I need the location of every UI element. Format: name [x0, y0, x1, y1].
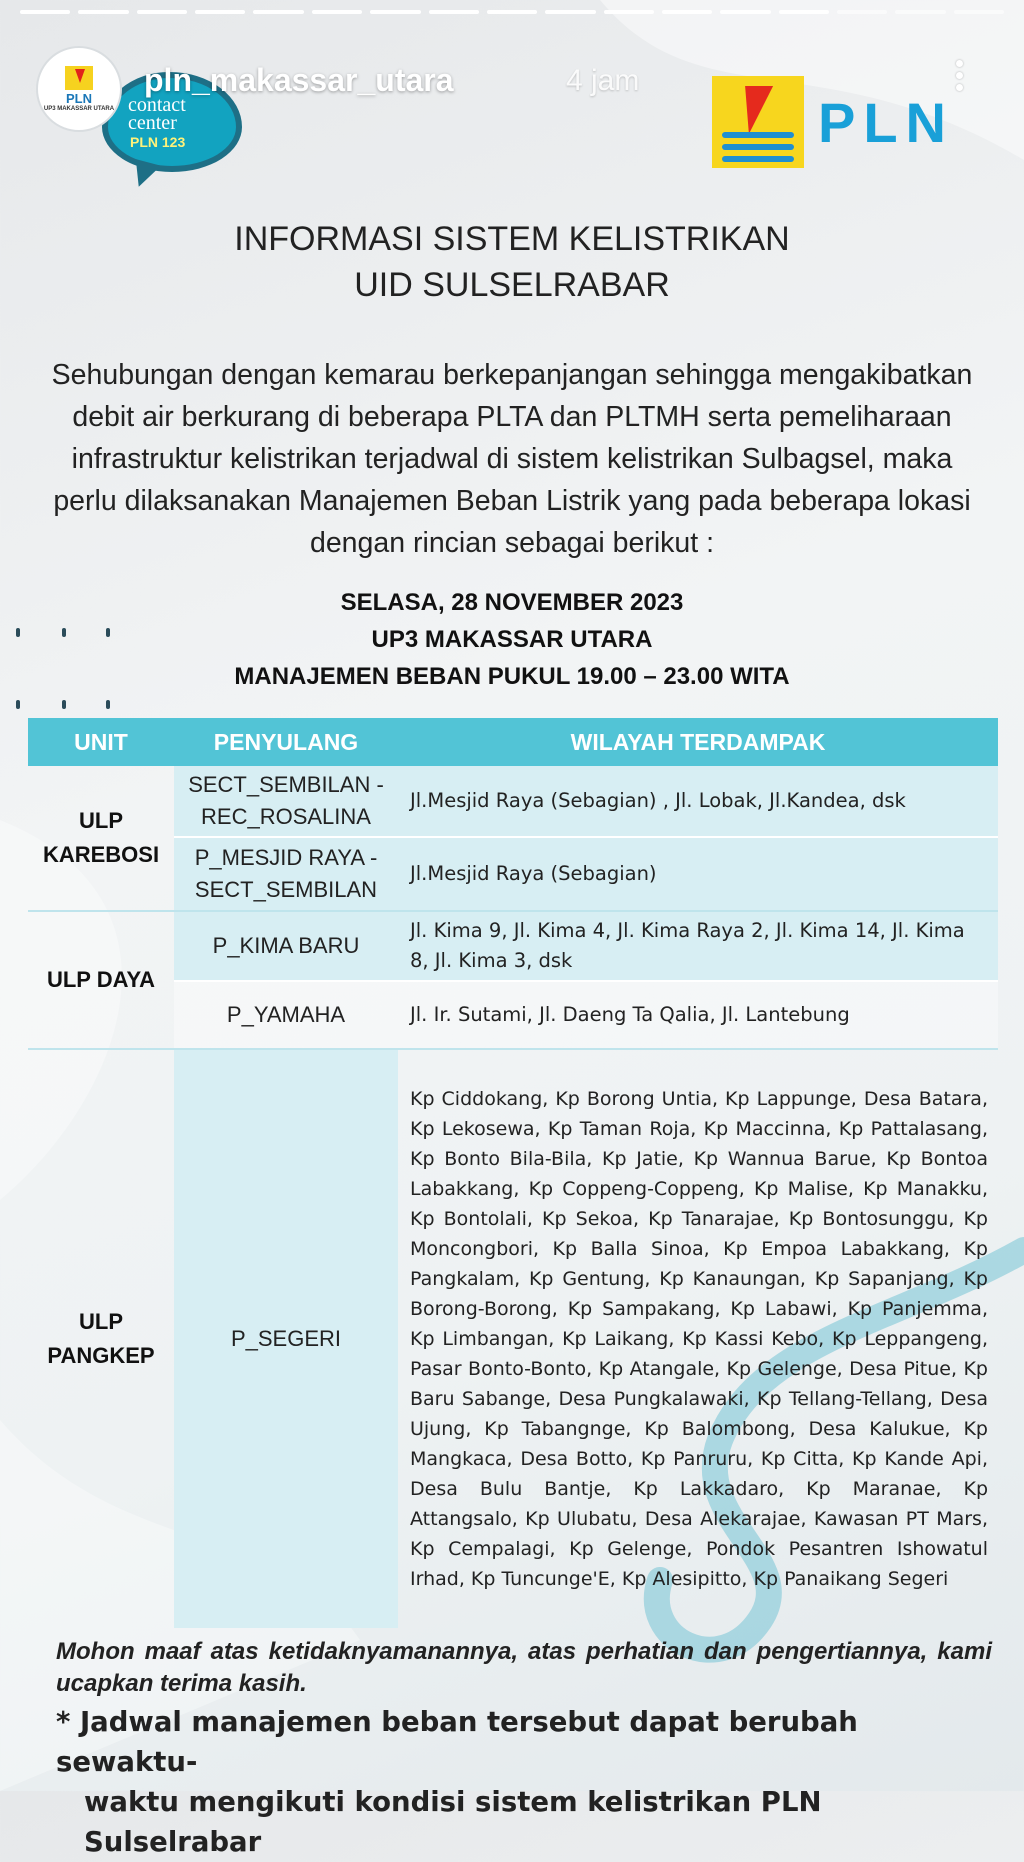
unit-cell: ULP PANGKEP — [47, 1309, 155, 1368]
table-row — [174, 766, 998, 838]
story-progress-segment — [779, 10, 829, 14]
page-title — [0, 216, 1024, 308]
area-cell: Jl. Kima 9, Jl. Kima 4, Jl. Kima Raya 2, Jl. Kima 14, Jl. Kima 8, Jl. Kima 3, dsk — [410, 919, 965, 972]
post-time: 4 jam — [566, 64, 640, 97]
avatar-title: PLN — [66, 90, 92, 106]
pln-brand-text: PLN — [818, 90, 954, 154]
story-progress-segment — [253, 10, 303, 14]
decorative-dots — [16, 628, 136, 642]
schedule-time: MANAJEMEN BEBAN PUKUL 19.00 – 23.00 WITA — [234, 663, 790, 690]
schedule-date: SELASA, 28 NOVEMBER 2023 — [340, 589, 684, 616]
feeder-cell: P_MESJID RAYA - SECT_SEMBILAN — [194, 845, 378, 902]
story-progress-segment — [370, 10, 420, 14]
story-progress-bar — [20, 10, 1004, 14]
story-progress-segment — [195, 10, 245, 14]
apology-note: Mohon maaf atas ketidaknyamanannya, atas perhatian dan pengertiannya, kami ucapkan terima kasih. — [56, 1638, 992, 1697]
decorative-dots — [16, 700, 136, 714]
contact-center-line3: PLN 123 — [130, 134, 186, 150]
header-unit: UNIT — [74, 728, 128, 755]
pln-brand-logo — [712, 76, 954, 168]
story-progress-segment — [78, 10, 128, 14]
area-cell: Kp Ciddokang, Kp Borong Untia, Kp Lappunge, Desa Batara, Kp Lekosewa, Kp Taman Roja, Kp Maccinna, Kp Pattalasang, Kp Bonto Bila-Bila, Kp Jatie, Kp Wannua Barue, Kp Bontoa Labakkang, Kp Coppeng-Coppeng, Kp Malise, Kp Manakku, Kp Bontolali, Kp Sekoa, Kp Tanarajae, Kp Bontosunggu, Kp Moncongbori, Kp Balla Sinoa, Kp Empoa Labakkang, Kp Pangkalam, Kp Gentung, Kp Kanaungan, Kp Sapanjang, Kp Borong-Borong, Kp Sampakang, Kp Labawi, Kp Panjemma, Kp Limbangan, Kp Laikang, Kp Kassi Kebo, Kp Leppangeng, Pasar Bonto-Bonto, Kp Atangale, Kp Gelenge, Desa Pitue, Kp Baru Sabange, Desa Pungkalawaki, Kp Tellang-Tellang, Desa Ujung, Kp Tabangnge, Kp Balombong, Desa Kalukue, Kp Mangkaca, Desa Botto, Kp Panruru, Kp Citta, Kp Kande Api, Desa Bulu Bantje, Kp Lakkadaro, Kp Maranae, Kp Attangsalo, Kp Ulubatu, Desa Alekarajae, Kawasan PT Mars, Kp Cempalagi, Kp Gelenge, Pondok Pesantren Ishowatul Irhad, Kp Tuncunge'E, Kp Alesipitto, Kp Panaikang Segeri — [410, 1088, 988, 1590]
story-progress-segment — [954, 10, 1004, 14]
table-row — [174, 912, 998, 982]
story-progress-segment — [20, 10, 70, 14]
area-cell: Jl.Mesjid Raya (Sebagian) , Jl. Lobak, Jl.Kandea, dsk — [410, 789, 906, 812]
more-options-icon[interactable] — [954, 60, 964, 100]
contact-center-line1: contact — [128, 94, 186, 116]
unit-cell: ULP DAYA — [46, 967, 155, 992]
story-header — [36, 44, 1004, 154]
story-progress-segment — [895, 10, 945, 14]
contact-center-line2: center — [128, 112, 177, 134]
table-group-daya — [28, 912, 998, 1050]
story-progress-segment — [487, 10, 537, 14]
table-header — [28, 718, 998, 766]
story-progress-segment — [720, 10, 770, 14]
story-progress-segment — [137, 10, 187, 14]
area-cell: Jl.Mesjid Raya (Sebagian) — [410, 862, 657, 885]
story-progress-segment — [545, 10, 595, 14]
header-area: WILAYAH TERDAMPAK — [570, 728, 826, 755]
feeder-cell: SECT_SEMBILAN - REC_ROSALINA — [188, 772, 384, 829]
intro-paragraph: Sehubungan dengan kemarau berkepanjangan sehingga mengakibatkan debit air berkurang di beberapa PLTA dan PLTMH serta pemeliharaan infrastruktur kelistrikan terjadwal di sistem kelistrikan Sulbagsel, maka perlu dilaksanakan Manajemen Beban Listrik yang pada beberapa lokasi dengan rincian sebagai berikut : — [51, 359, 973, 559]
table-row — [174, 982, 998, 1048]
pln-mini-logo-icon — [65, 66, 93, 90]
feeder-cell: P_SEGERI — [174, 1050, 398, 1628]
story-progress-segment — [662, 10, 712, 14]
outage-table — [28, 718, 998, 1628]
story-progress-segment — [604, 10, 654, 14]
table-row — [174, 838, 998, 910]
feeder-cell: P_YAMAHA — [226, 1002, 346, 1027]
area-cell: Jl. Ir. Sutami, Jl. Daeng Ta Qalia, Jl. Lantebung — [410, 1003, 850, 1026]
table-group-pangkep — [28, 1050, 998, 1628]
unit-cell: ULP KAREBOSI — [42, 808, 160, 867]
avatar-subtitle: UP3 MAKASSAR UTARA — [43, 105, 115, 112]
pln-lightning-icon — [712, 76, 804, 168]
disclaimer-line2: waktu mengikuti kondisi sistem kelistrikan PLN Sulselrabar — [84, 1786, 822, 1858]
avatar[interactable] — [36, 46, 122, 132]
schedule-disclaimer — [56, 1702, 996, 1862]
story-progress-segment — [429, 10, 479, 14]
title-line2: UID SULSELRABAR — [354, 266, 670, 304]
account-username[interactable]: pln_makassar_utara — [144, 62, 454, 98]
table-row — [174, 1050, 998, 1628]
feeder-cell: P_KIMA BARU — [212, 933, 360, 958]
story-progress-segment — [312, 10, 362, 14]
story-progress-segment — [837, 10, 887, 14]
table-group-karebosi — [28, 766, 998, 912]
schedule-heading — [0, 584, 1024, 695]
schedule-unit: UP3 MAKASSAR UTARA — [371, 626, 653, 653]
title-line1: INFORMASI SISTEM KELISTRIKAN — [234, 220, 790, 258]
header-feeder: PENYULANG — [213, 728, 359, 755]
disclaimer-line1: * Jadwal manajemen beban tersebut dapat berubah sewaktu- — [56, 1706, 858, 1778]
